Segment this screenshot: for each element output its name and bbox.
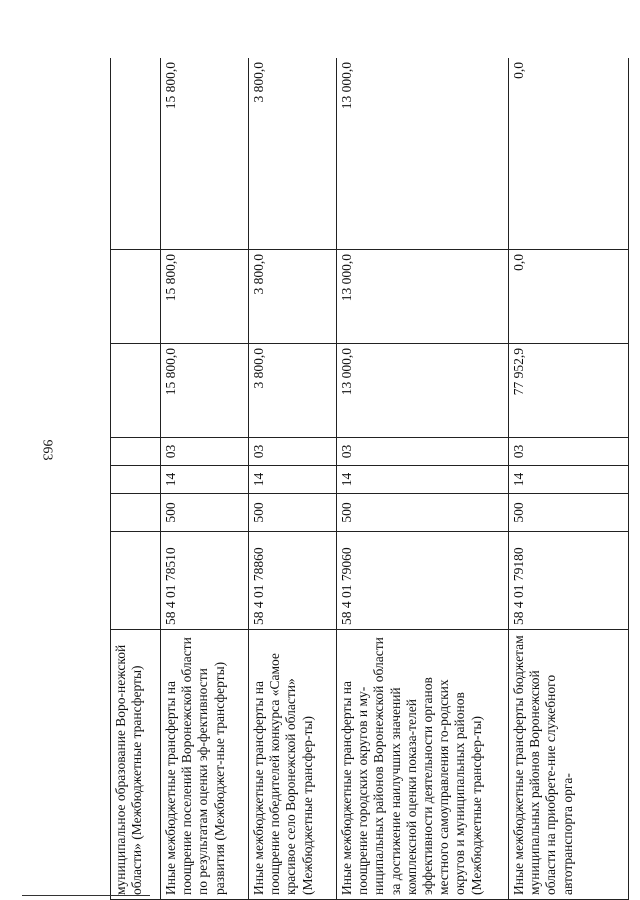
table-row xyxy=(337,58,509,900)
row-pr: 03 xyxy=(337,438,509,466)
row-vr: 500 xyxy=(249,494,337,532)
row-value-3: 0,0 xyxy=(509,58,629,250)
table-viewport xyxy=(110,58,630,900)
table-row xyxy=(111,58,161,900)
row-code: 58 4 01 78510 xyxy=(161,532,249,630)
row-value-1: 15 800,0 xyxy=(161,344,249,438)
row-value-1: 3 800,0 xyxy=(249,344,337,438)
row-code: 58 4 01 79180 xyxy=(509,532,629,630)
row-pr: 03 xyxy=(249,438,337,466)
row-rz: 14 xyxy=(161,466,249,494)
row-value-2: 0,0 xyxy=(509,250,629,344)
row-name: Иные межбюджетные трансферты бюджетам муниципальных районов Воронежской области на приобрете-ние служебного автотранспорта орга- xyxy=(509,630,629,900)
row-name: муниципальное образование Воро-нежской области» (Межбюджетные трансферты) xyxy=(111,630,161,900)
table-row xyxy=(249,58,337,900)
row-rz xyxy=(111,466,161,494)
row-vr: 500 xyxy=(337,494,509,532)
row-value-3: 3 800,0 xyxy=(249,58,337,250)
row-value-2 xyxy=(111,250,161,344)
footnote-rule xyxy=(22,895,150,896)
rotated-table-container xyxy=(110,58,630,900)
row-value-2: 3 800,0 xyxy=(249,250,337,344)
row-vr xyxy=(111,494,161,532)
row-code: 58 4 01 79060 xyxy=(337,532,509,630)
row-value-3 xyxy=(111,58,161,250)
table-row xyxy=(509,58,629,900)
row-rz: 14 xyxy=(249,466,337,494)
row-value-3: 15 800,0 xyxy=(161,58,249,250)
row-value-1: 77 952,9 xyxy=(509,344,629,438)
row-code xyxy=(111,532,161,630)
row-pr: 03 xyxy=(161,438,249,466)
row-name: Иные межбюджетные трансферты на поощрение поселений Воронежской области по результатам оценки эф-фективности развития (Межбюджет-ные трансферты) xyxy=(161,630,249,900)
row-value-2: 15 800,0 xyxy=(161,250,249,344)
row-rz: 14 xyxy=(509,466,629,494)
row-value-3: 13 000,0 xyxy=(337,58,509,250)
row-rz: 14 xyxy=(337,466,509,494)
row-value-2: 13 000,0 xyxy=(337,250,509,344)
row-code: 58 4 01 78860 xyxy=(249,532,337,630)
row-name: Иные межбюджетные трансферты на поощрение победителей конкурса «Самое красивое село Воронежской области» (Межбюджетные трансфер-ты) xyxy=(249,630,337,900)
row-pr xyxy=(111,438,161,466)
row-name: Иные межбюджетные трансферты на поощрение городских округов и му-ниципальных районов Воронежской области за достижение наилучших значений комплексной оценки показа-телей эффективности деятельности органов местного самоуправления го-родских округов и муниципальных районов (Межбюджетные трансфер-ты) xyxy=(337,630,509,900)
row-vr: 500 xyxy=(161,494,249,532)
budget-table xyxy=(110,58,629,900)
row-pr: 03 xyxy=(509,438,629,466)
row-value-1: 13 000,0 xyxy=(337,344,509,438)
page-number: 963 xyxy=(39,439,55,461)
table-row xyxy=(161,58,249,900)
row-vr: 500 xyxy=(509,494,629,532)
row-value-1 xyxy=(111,344,161,438)
